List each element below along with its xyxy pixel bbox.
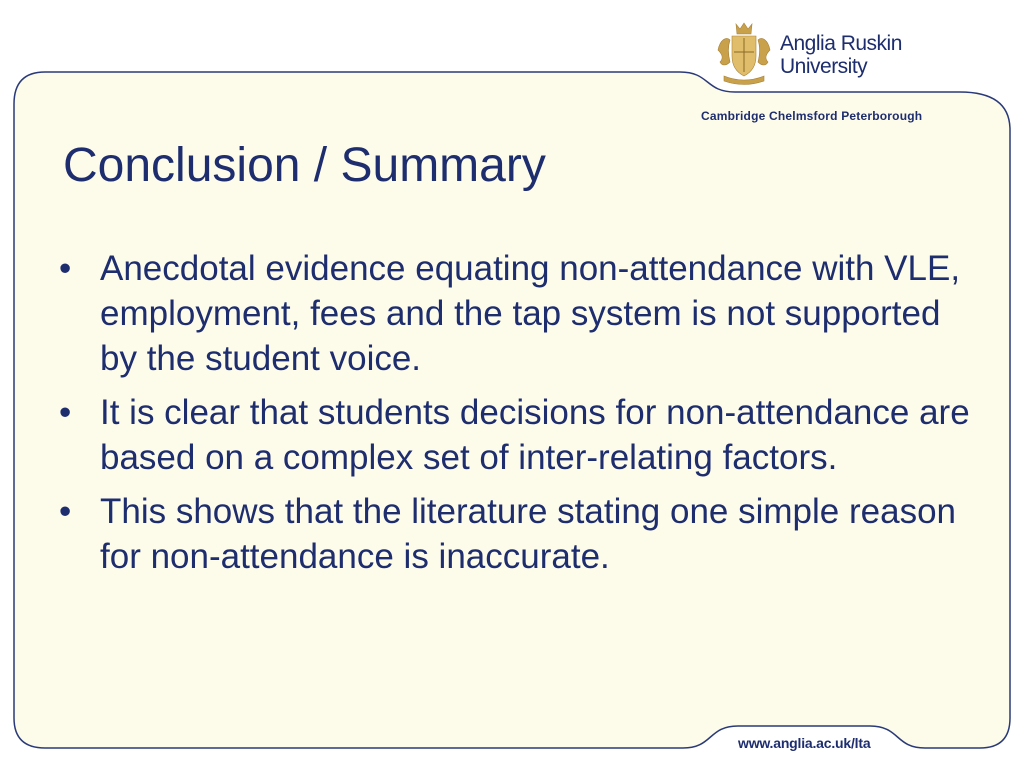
university-name-line1: Anglia Ruskin [780,32,902,55]
bullet-marker: • [59,393,72,432]
bullet-text: It is clear that students decisions for non-attendance are based on a complex set of inter-relating factors. [100,393,970,477]
slide-title: Conclusion / Summary [63,139,546,192]
campus-list: Cambridge Chelmsford Peterborough [701,109,923,123]
bullet-item [55,246,975,381]
bullet-marker: • [59,492,72,531]
bullet-marker: • [59,249,72,288]
bullet-list [55,246,975,588]
university-logo[interactable] [714,20,914,92]
university-crest-icon [714,20,774,86]
website-link[interactable]: www.anglia.ac.uk/lta [738,735,871,751]
bullet-item [55,390,975,480]
bullet-text: Anecdotal evidence equating non-attendance with VLE, employment, fees and the tap system is not supported by the student voice. [100,249,961,378]
bullet-text: This shows that the literature stating one simple reason for non-attendance is inaccurate. [100,492,956,576]
university-name-line2: University [780,55,868,78]
bullet-item [55,489,975,579]
university-name [780,32,902,78]
